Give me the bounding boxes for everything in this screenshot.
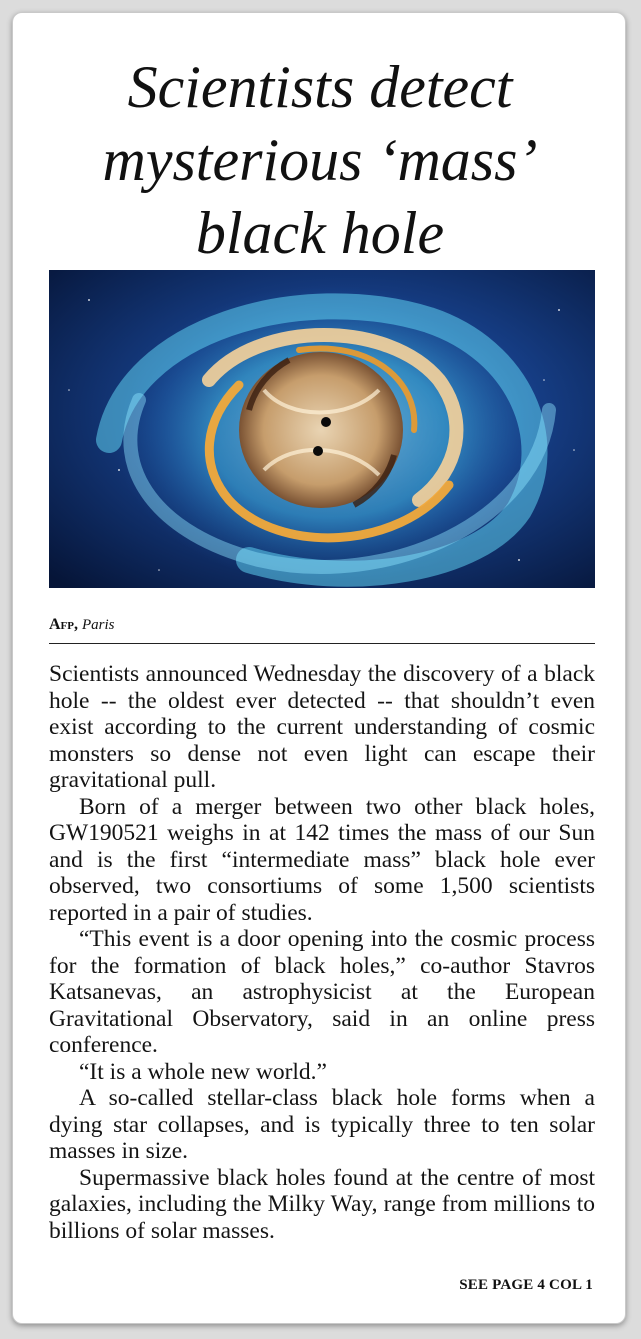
- headline: [33, 51, 607, 270]
- paragraph: A so-called stellar-class black hole forms when a dying star collapses, and is typically three to ten solar masses in size.: [49, 1085, 595, 1164]
- article-body: [49, 661, 595, 1244]
- byline-divider: [49, 643, 595, 644]
- continued-on-page-note: SEE PAGE 4 COL 1: [459, 1277, 593, 1293]
- paragraph: Born of a merger between two other black holes, GW190521 weighs in at 142 times the mass of our Sun and is the first “intermediate mass” black hole ever observed, two consortiums of some 1,500 scientists reported in a pair of studies.: [49, 793, 595, 926]
- headline-line-1: Scientists detect: [127, 54, 513, 120]
- paragraph: Supermassive black holes found at the centre of most galaxies, including the Milky Way, range from millions to billions of solar masses.: [49, 1164, 595, 1244]
- headline-line-3: black hole: [195, 200, 445, 266]
- paragraph: “It is a whole new world.”: [79, 1058, 327, 1085]
- byline-location: Paris: [82, 617, 115, 633]
- byline-agency: Afp,: [49, 616, 78, 633]
- black-hole-image-icon: [49, 270, 595, 588]
- paragraph: “This event is a door opening into the cosmic process for the formation of black holes,” co-author Stavros Katsanevas, an astrophysicist at the European Gravitational Observatory, said in an online press conference.: [49, 926, 595, 1058]
- black-hole-merger-illustration: [49, 270, 595, 588]
- news-clipping: [12, 12, 626, 1324]
- headline-line-2: mysterious ‘mass’: [102, 127, 538, 193]
- byline: [49, 616, 115, 634]
- paragraph: Scientists announced Wednesday the discovery of a black hole -- the oldest ever detected -- that shouldn’t even exist according to the current understanding of cosmic monsters so dense not even light can escape their gravitational pull.: [49, 661, 595, 793]
